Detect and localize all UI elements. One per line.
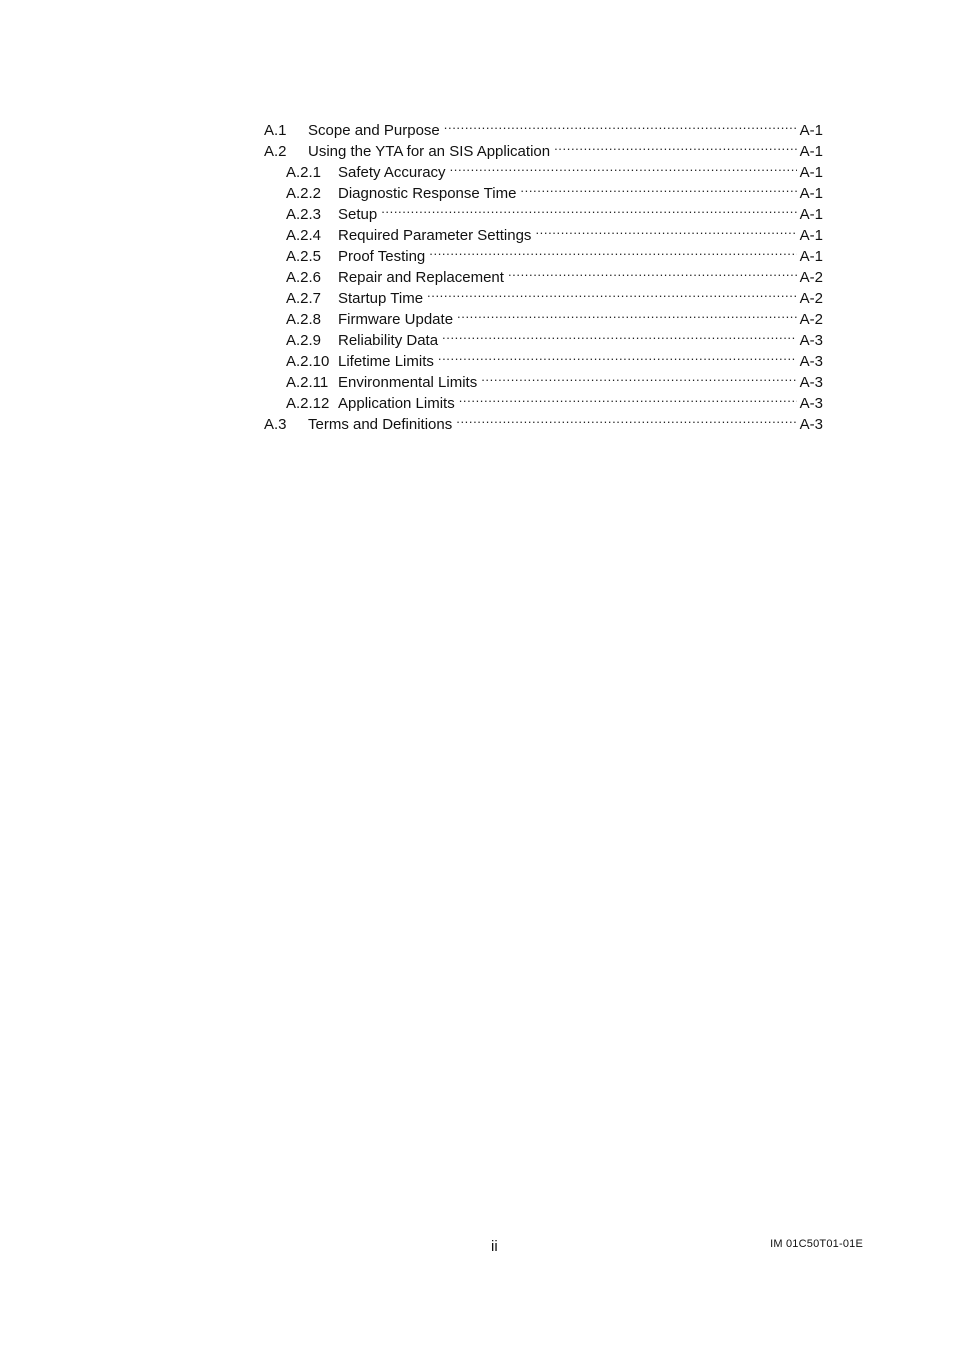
dot-leader [456,408,796,429]
toc-page: A-3 [799,395,823,412]
table-of-contents [264,114,823,433]
toc-entry-a1[interactable] [264,114,823,139]
toc-number: A.2.6 [286,269,322,286]
toc-number: A.2.3 [286,206,322,223]
toc-title: Using the YTA for an SIS Application [308,143,551,160]
toc-page: A-1 [799,185,823,202]
toc-number: A.2.11 [286,374,329,391]
toc-title: Setup [338,206,378,223]
toc-title: Application Limits [338,395,455,412]
toc-title: Startup Time [338,290,424,307]
dot-leader [429,240,796,261]
toc-title: Required Parameter Settings [338,227,532,244]
toc-page: A-1 [799,122,823,139]
footer-page-number: ii [491,1238,498,1255]
dot-leader [427,282,797,303]
toc-page: A-1 [799,227,823,244]
toc-number: A.2.5 [286,248,322,265]
toc-title: Firmware Update [338,311,454,328]
toc-page: A-1 [799,206,823,223]
toc-page: A-3 [799,332,823,349]
dot-leader [459,387,797,408]
dot-leader [444,114,797,135]
toc-number: A.2.7 [286,290,322,307]
toc-title: Environmental Limits [338,374,478,391]
toc-number: A.2.4 [286,227,322,244]
toc-page: A-1 [799,164,823,181]
toc-title: Terms and Definitions [308,416,453,433]
toc-page: A-1 [799,248,823,265]
toc-title: Lifetime Limits [338,353,434,370]
toc-page: A-3 [799,353,823,370]
dot-leader [381,198,796,219]
toc-number: A.2.12 [286,395,330,412]
toc-title: Diagnostic Response Time [338,185,517,202]
toc-page: A-2 [799,311,823,328]
toc-number: A.2.9 [286,332,322,349]
dot-leader [438,345,797,366]
toc-number: A.2.10 [286,353,330,370]
toc-title: Repair and Replacement [338,269,504,286]
toc-title: Safety Accuracy [338,164,446,181]
toc-title: Reliability Data [338,332,439,349]
dot-leader [508,261,797,282]
toc-number: A.2.2 [286,185,322,202]
toc-page: A-3 [799,416,823,433]
dot-leader [457,303,797,324]
footer-document-id: IM 01C50T01-01E [770,1238,863,1250]
toc-title: Scope and Purpose [308,122,440,139]
dot-leader [520,177,796,198]
toc-number: A.1 [264,122,287,139]
toc-title: Proof Testing [338,248,426,265]
toc-page: A-2 [799,269,823,286]
toc-number: A.2 [264,143,287,160]
dot-leader [442,324,797,345]
toc-page: A-3 [799,374,823,391]
toc-page: A-2 [799,290,823,307]
dot-leader [481,366,796,387]
toc-number: A.2.1 [286,164,322,181]
toc-number: A.3 [264,416,287,433]
toc-number: A.2.8 [286,311,322,328]
dot-leader [535,219,796,240]
dot-leader [554,135,797,156]
dot-leader [450,156,797,177]
toc-page: A-1 [799,143,823,160]
